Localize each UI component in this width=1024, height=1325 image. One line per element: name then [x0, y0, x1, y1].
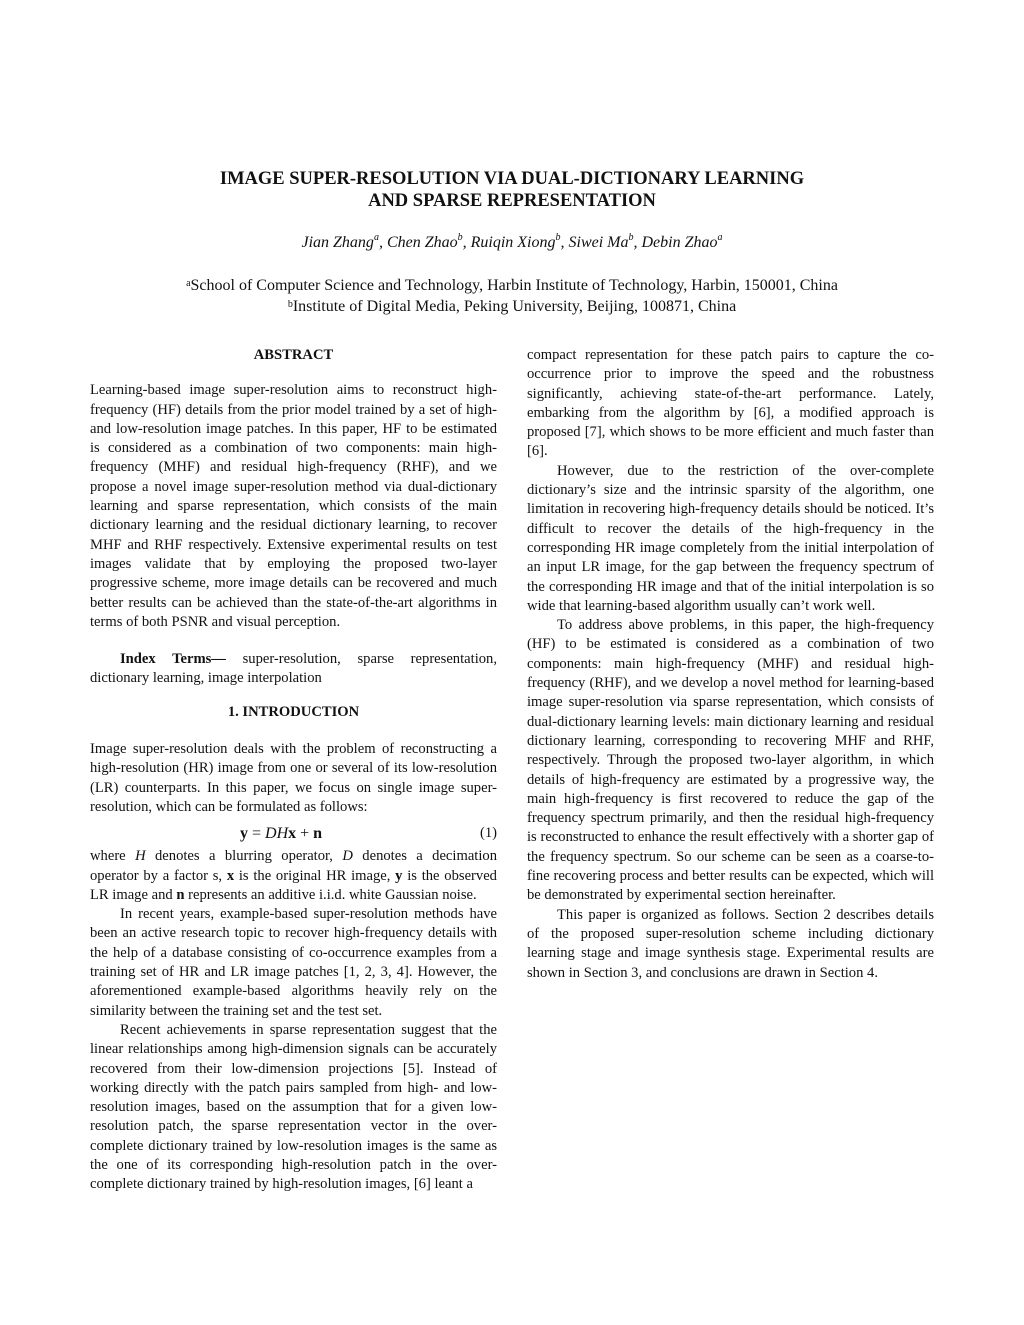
author: Ruiqin Xiong$^b$,	[470, 232, 569, 251]
introduction-heading: 1. INTRODUCTION	[227, 703, 360, 720]
author-list	[0, 234, 1024, 252]
author: Jian Zhang$^a$,	[301, 232, 387, 251]
equation-number: (1)	[479, 825, 497, 842]
author: Siwei Ma$^b$,	[568, 232, 642, 251]
index-terms-label: Index Terms—	[120, 651, 226, 668]
author: Debin Zhao$^a$	[641, 232, 723, 251]
intro-paragraph-6: To address above problems, in this paper, the high-frequency (HF) to be estimated is considered as a combination of two components: main high-frequency (MHF) and residual high-frequency (RHF), and we develop a novel method for learning-based image super-resolution via sparse representation, which consists of dual-dictionary learning levels: main dictionary learning and residual dictionary learning, corresponding to recovering MHF and RHF, respectively. Through the proposed two-layer algorithm, in which details of high-frequency are estimated by a progressive way, the main high-frequency is first recovered to reduce the gap of the frequency spectrum primarily, and then the residual high-frequency is reconstructed to enhance the result effectively with a shorter gap of the frequency spectrum. So our scheme can be seen as a coarse-to-fine recovering process and better results can be expected, which will be demonstrated by experimental section hereinafter.	[527, 617, 934, 904]
left-column	[90, 346, 497, 1195]
abstract-heading: ABSTRACT	[253, 347, 334, 363]
title-line-2: AND SPARSE REPRESENTATION	[368, 191, 656, 211]
intro-paragraph-7: This paper is organized as follows. Section 2 describes details of the proposed super-resolution scheme including dictionary learning stage and image synthesis stage. Experimental results are shown in Section 3, and conclusions are drawn in Section 4.	[527, 906, 934, 981]
intro-paragraph-4-text: Recent achievements in sparse representation suggest that the linear relationships among high-dimension signals can be accurately recovered from their low-dimension projections [5]. Instead of working directly with the patch pairs sampled from high- and low-resolution images, based on the assumption that for a given low-resolution patch, the sparse representation vector in the over-complete dictionary trained by low-resolution images is the same as the one of its corresponding high-resolution patch in the over-complete dictionary trained by high-resolution images, [6] leant a	[90, 1021, 497, 1193]
equation-body: y = DHx + n	[240, 825, 323, 843]
author: Chen Zhao$^b$,	[386, 232, 471, 251]
right-column	[527, 346, 934, 983]
intro-paragraph-4-continued: compact representation for these patch pairs to capture the co-occurrence prior to improve the speed and the robustness significantly, achieving state-of-the-art performance. Lately, embarking from the algorithm by [6], a modified approach is proposed [7], which shows to be more efficient and much faster than [6].	[527, 347, 934, 460]
paper-title	[0, 168, 1024, 212]
affiliation-a: $^a$School of Computer Science and Technology, Harbin Institute of Technology, Harbin, 150001, China	[186, 277, 838, 294]
index-terms-text: super-resolution, sparse representation, dictionary learning, image interpolation	[90, 651, 497, 687]
intro-paragraph-4	[90, 1021, 497, 1195]
title-line-1: IMAGE SUPER-RESOLUTION VIA DUAL-DICTIONARY LEARNING	[219, 169, 805, 189]
abstract-text: Learning-based image super-resolution aims to reconstruct high-frequency (HF) details from the prior model trained by a set of high- and low-resolution image patches. In this paper, HF to be estimated is considered as a combination of two components: main high-frequency (MHF) and residual high-frequency (RHF), and we propose a novel image super-resolution method via dual-dictionary learning and sparse representation, which consists of the main dictionary learning and the residual dictionary learning, to recover MHF and RHF respectively. Extensive experimental results on test images validate that by employing the proposed two-layer progressive scheme, more image details can be recovered and much better results can be achieved than the state-of-the-art algorithms in terms of both PSNR and visual perception.	[90, 382, 497, 630]
affiliations	[0, 275, 1024, 317]
equation-1	[90, 823, 497, 845]
index-terms	[90, 650, 497, 689]
affiliation-b: $^b$Institute of Digital Media, Peking University, Beijing, 100871, China	[287, 298, 737, 315]
intro-paragraph-2: where H denotes a blurring operator, D denotes a decimation operator by a factor s, x is the original HR image, y is the observed LR image and n represents an additive i.i.d. white Gaussian noise.	[90, 848, 497, 903]
intro-paragraph-5: However, due to the restriction of the over-complete dictionary’s size and the intrinsic sparsity of the algorithm, one limitation in recovering high-frequency details should be noticed. It’s difficult to recover the details of the high-frequency in the corresponding HR image completely from the initial interpolation of an input LR image, for the gap between the frequency spectrum of the corresponding HR image and that of the initial interpolation is so wide that learning-based algorithm usually can’t work well.	[527, 462, 934, 614]
intro-paragraph-3: In recent years, example-based super-resolution methods have been an active research topic to recover high-frequency details with the help of a database consisting of co-occurrence examples from a training set of HR and LR image patches [1, 2, 3, 4]. However, the aforementioned example-based algorithms heavily rely on the similarity between the training set and the test set.	[90, 906, 497, 1019]
intro-paragraph-1: Image super-resolution deals with the problem of reconstructing a high-resolution (HR) image from one or several of its low-resolution (LR) counterparts. In this paper, we focus on single image super-resolution, which can be formulated as follows:	[90, 741, 497, 815]
